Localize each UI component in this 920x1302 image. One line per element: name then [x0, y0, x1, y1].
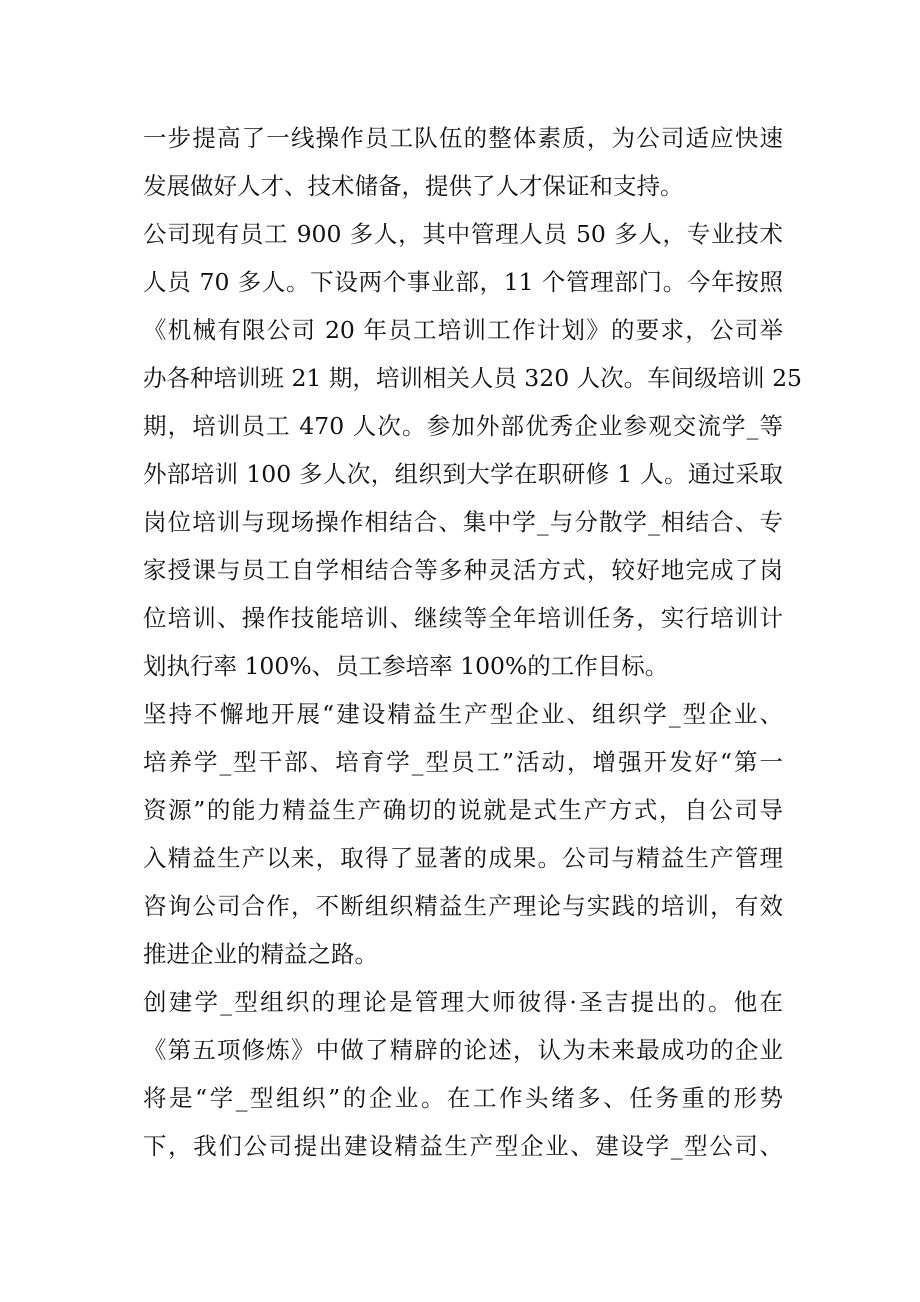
text-line: 发展做好人才、技术储备，提供了人才保证和支持。 — [143, 172, 684, 200]
text-line: 创建学_型组织的理论是管理大师彼得·圣吉提出的。他在 — [143, 988, 783, 1016]
text-line: 人员 70 多人。下设两个事业部，11 个管理部门。今年按照 — [143, 268, 783, 296]
text-line: 公司现有员工 900 多人，其中管理人员 50 多人，专业技术 — [143, 220, 783, 248]
text-line: 办各种培训班 21 期，培训相关人员 320 人次。车间级培训 25 — [143, 364, 803, 392]
text-line: 划执行率 100%、员工参培率 100%的工作目标。 — [143, 652, 669, 680]
text-line: 咨询公司合作，不断组织精益生产理论与实践的培训，有效 — [143, 892, 783, 920]
text-line: 资源”的能力精益生产确切的说就是式生产方式，自公司导 — [143, 796, 783, 824]
text-line: 位培训、操作技能培训、继续等全年培训任务，实行培训计 — [143, 604, 783, 632]
text-line: 推进企业的精益之路。 — [143, 940, 378, 968]
text-line: 下，我们公司提出建设精益生产型企业、建设学_型公司、 — [143, 1132, 783, 1160]
text-line: 入精益生产以来，取得了显著的成果。公司与精益生产管理 — [143, 844, 783, 872]
text-line: 家授课与员工自学相结合等多种灵活方式，较好地完成了岗 — [143, 556, 783, 584]
text-line: 《机械有限公司 20 年员工培训工作计划》的要求，公司举 — [143, 316, 783, 344]
text-line: 一步提高了一线操作员工队伍的整体素质，为公司适应快速 — [143, 124, 783, 152]
body-text — [143, 114, 803, 1170]
paragraph — [143, 114, 783, 210]
text-line: 将是“学_型组织”的企业。在工作头绪多、任务重的形势 — [143, 1084, 783, 1112]
text-line: 期，培训员工 470 人次。参加外部优秀企业参观交流学_等 — [143, 412, 783, 440]
text-line: 坚持不懈地开展“建设精益生产型企业、组织学_型企业、 — [143, 700, 783, 728]
paragraph — [143, 978, 783, 1170]
paragraph — [143, 210, 803, 690]
text-line: 外部培训 100 多人次，组织到大学在职研修 1 人。通过采取 — [143, 460, 783, 488]
text-line: 《第五项修炼》中做了精辟的论述，认为未来最成功的企业 — [143, 1036, 783, 1064]
text-line: 岗位培训与现场操作相结合、集中学_与分散学_相结合、专 — [143, 508, 783, 536]
text-line: 培养学_型干部、培育学_型员工”活动，增强开发好“第一 — [143, 748, 783, 776]
paragraph — [143, 690, 783, 978]
